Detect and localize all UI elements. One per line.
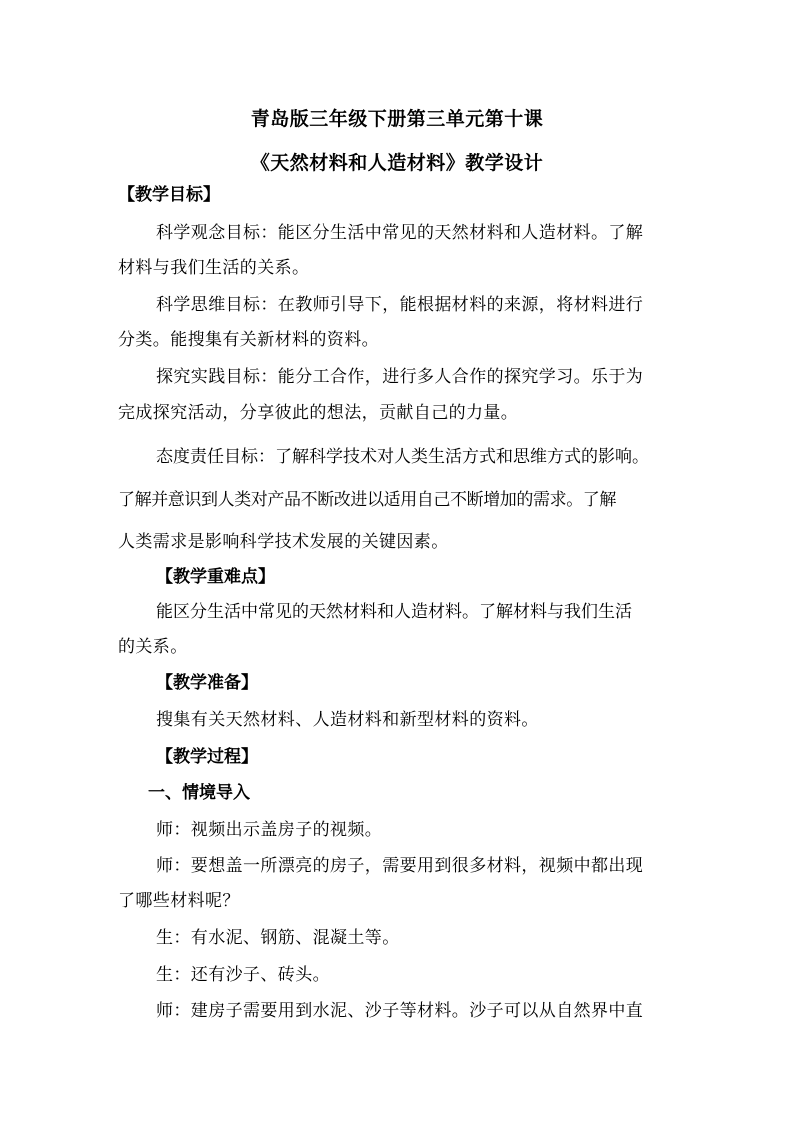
goal4-line3: 人类需求是影响科学技术发展的关键因素。: [118, 532, 449, 552]
goal4-line2: 了解并意识到人类对产品不断改进以适用自己不断增加的需求。了解: [118, 490, 616, 510]
process-p4: 生：还有沙子、砖头。: [156, 965, 330, 985]
process-p1: 师：视频出示盖房子的视频。: [156, 820, 383, 840]
key-line1: 能区分生活中常见的天然材料和人造材料。了解材料与我们生活: [156, 602, 632, 622]
process-p2-line2: 了哪些材料呢？: [118, 891, 240, 911]
part1-heading: 一、情境导入: [148, 783, 250, 803]
document-subtitle: 《天然材料和人造材料》教学设计: [250, 152, 544, 174]
process-p3: 生：有水泥、钢筋、混凝土等。: [156, 928, 400, 948]
goal3-line1: 探究实践目标：能分工合作，进行多人合作的探究学习。乐于为: [156, 367, 644, 387]
section-heading-goals: 【教学目标】: [118, 185, 220, 205]
goal1-line2: 材料与我们生活的关系。: [118, 258, 310, 278]
goal2-line2: 分类。能搜集有关新材料的资料。: [118, 330, 379, 350]
goal3-line2: 完成探究活动，分享彼此的想法，贡献自己的力量。: [118, 403, 519, 423]
process-p2-line1: 师：要想盖一所漂亮的房子，需要用到很多材料，视频中都出现: [156, 856, 644, 876]
key-line2: 的关系。: [118, 637, 188, 657]
section-heading-preparation: 【教学准备】: [156, 673, 258, 693]
document-title: 青岛版三年级下册第三单元第十课: [250, 108, 544, 130]
prep-line1: 搜集有关天然材料、人造材料和新型材料的资料。: [156, 710, 539, 730]
goal1-line1: 科学观念目标：能区分生活中常见的天然材料和人造材料。了解: [156, 223, 644, 243]
section-heading-process: 【教学过程】: [156, 747, 258, 767]
process-p5: 师：建房子需要用到水泥、沙子等材料。沙子可以从自然界中直: [156, 1001, 644, 1021]
goal4-line1: 态度责任目标：了解科学技术对人类生活方式和思维方式的影响。: [156, 447, 649, 467]
goal2-line1: 科学思维目标：在教师引导下，能根据材料的来源，将材料进行: [156, 295, 644, 315]
section-heading-key-points: 【教学重难点】: [156, 567, 275, 587]
